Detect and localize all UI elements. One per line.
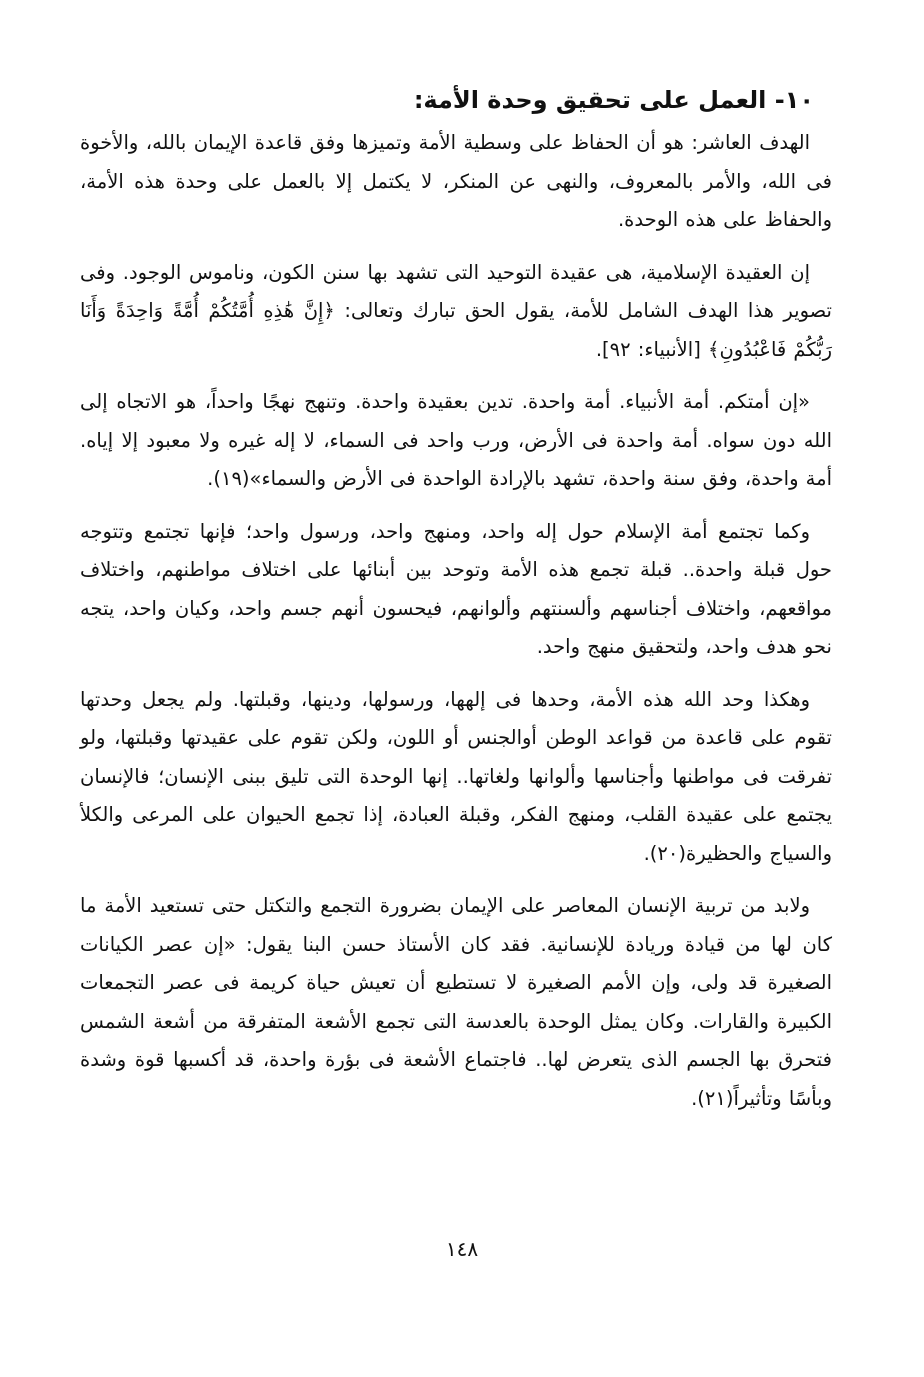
paragraph-3: «إن أمتكم. أمة الأنبياء. أمة واحدة. تدين بعقيدة واحدة. وتنهج نهجًا واحداً، هو الاتجاه إلى الله دون سواه. أمة واحدة فى الأرض، ورب واحد فى السماء، لا إله غيره ولا معبود إلا إياه. أمة واحدة، وفق سنة واحدة، تشهد بالإرادة الواحدة فى الأرض والسماء»(١٩).: [80, 390, 832, 490]
paragraph-5: وهكذا وحد الله هذه الأمة، وحدها فى إلهها، ورسولها، ودينها، وقبلتها. ولم يجعل وحدتها تقوم على قاعدة من قواعد الوطن أوالجنس أو اللون، ولكن تقوم على عقيدتها وقبلتها، ولو تفرقت فى مواطنها وأجناسها وألوانها ولغاتها.. إنها الوحدة التى تليق ببنى الإنسان؛ فالإنسان يجتمع على عقيدة القلب، ومنهج الفكر، وقبلة العبادة، إذا تجمع الحيوان على المرعى والكلأ والسياج والحظيرة(٢٠).: [80, 687, 832, 865]
page-content: [80, 80, 832, 1132]
paragraph-2: إن العقيدة الإسلامية، هى عقيدة التوحيد التى تشهد بها سنن الكون، وناموس الوجود. وفى تصوير هذا الهدف الشامل للأمة، يقول الحق تبارك وتعالى: ﴿إِنَّ هَٰذِهِ أُمَّتُكُمْ أُمَّةً وَاحِدَةً وَأَنَا رَبُّكُمْ فَاعْبُدُونِ﴾ [الأنبياء: ٩٢].: [80, 260, 832, 361]
section-heading: ١٠- العمل على تحقيق وحدة الأمة:: [413, 86, 814, 114]
paragraph-4: وكما تجتمع أمة الإسلام حول إله واحد، ومنهج واحد، ورسول واحد؛ فإنها تجتمع وتتوجه حول قبلة واحدة.. قبلة تجمع هذه الأمة وتوحد بين أبنائها على اختلاف مواطنهم، واختلاف مواقعهم، واختلاف أجناسهم وألسنتهم وألوانهم، فيحسون أنهم جسم واحد، وكيان واحد، يتجه نحو هدف واحد، ولتحقيق منهج واحد.: [80, 519, 832, 658]
paragraph-1: الهدف العاشر: هو أن الحفاظ على وسطية الأمة وتميزها وفق قاعدة الإيمان بالله، والأخوة فى الله، والأمر بالمعروف، والنهى عن المنكر، لا يكتمل إلا بالعمل على وحدة هذه الأمة، والحفاظ على هذه الوحدة.: [80, 131, 832, 231]
paragraph-6: ولابد من تربية الإنسان المعاصر على الإيمان بضرورة التجمع والتكتل حتى تستعيد الأمة ما كان لها من قيادة وريادة للإنسانية. فقد كان الأستاذ حسن البنا يقول: «إن عصر الكيانات الصغيرة قد ولى، وإن الأمم الصغيرة لا تستطيع أن تعيش حياة كريمة فى عصر التجمعات الكبيرة والقارات. وكان يمثل الوحدة بالعدسة التى تجمع الأشعة المتفرقة من أشعة الشمس فتحرق بها الجسم الذى يتعرض لها.. فاجتماع الأشعة فى بؤرة واحدة، قد أكسبها قوة وشدة وبأسًا وتأثيراً(٢١).: [80, 894, 832, 1110]
page-number: ١٤٨: [445, 1237, 479, 1261]
